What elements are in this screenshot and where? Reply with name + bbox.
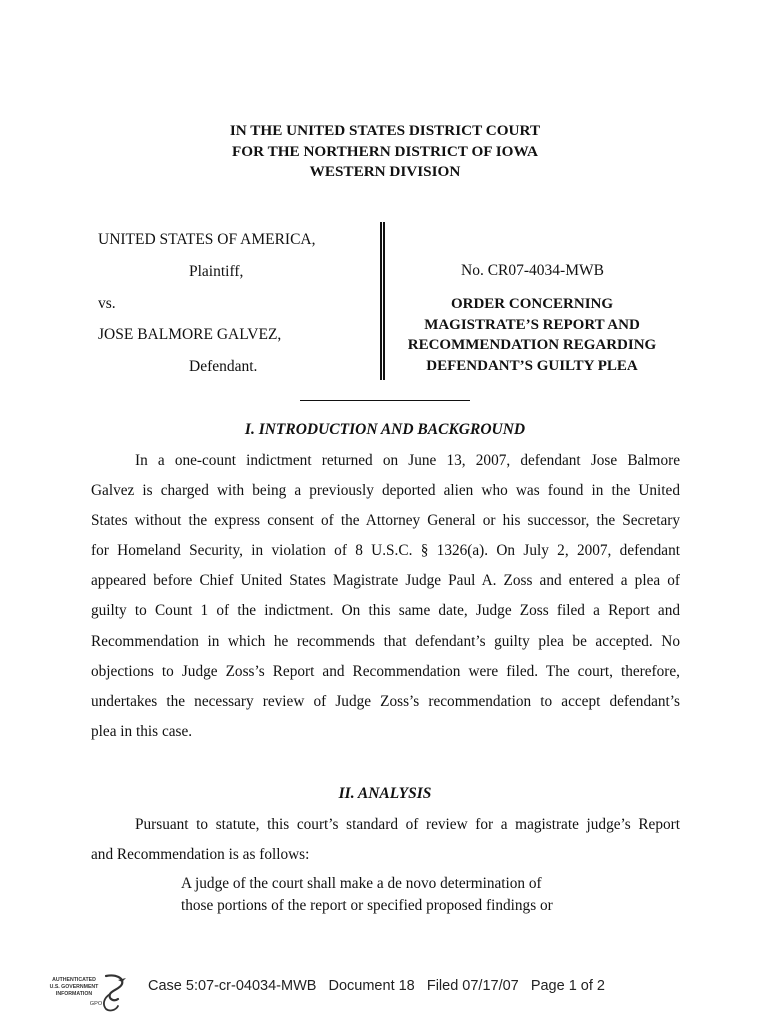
body-line: In a one-count indictment returned on June 13, 2007, defendant Jose Balmore [135,452,680,469]
body-line: objections to Judge Zoss’s Report and Recommendation were filed. The court, therefore, [91,663,680,680]
order-title-line-3: RECOMMENDATION REGARDING [407,337,657,353]
order-title [392,294,672,376]
body-line: guilty to Count 1 of the indictment. On this same date, Judge Zoss filed a Report and [91,602,680,619]
body-line: plea in this case. [91,723,193,740]
body-line: Recommendation in which he recommends that defendant’s guilty plea be accepted. No [91,633,680,650]
body-line: States without the express consent of the Attorney General or his successor, the Secretary [91,512,680,529]
body-line: appeared before Chief United States Magistrate Judge Paul A. Zoss and entered a plea of [91,572,680,589]
caption-underline [300,400,470,401]
caption-divider [380,222,385,380]
defendant-name: JOSE BALMORE GALVEZ, [98,326,282,343]
section-heading-analysis: II. ANALYSIS [338,785,432,802]
case-number: No. CR07-4034-MWB [461,262,604,279]
plaintiff-role: Plaintiff, [189,263,244,280]
seal-text-line: U.S. GOVERNMENT [49,984,99,990]
body-line: undertakes the necessary review of Judge Zoss’s recommendation to accept defendant’s [91,693,680,710]
gpo-eagle-seal-icon [44,972,132,1012]
court-heading-line-1: IN THE UNITED STATES DISTRICT COURT [229,122,541,139]
order-title-line-4: DEFENDANT’S GUILTY PLEA [426,357,638,374]
body-line: for Homeland Security, in violation of 8 U.S.C. § 1326(a). On July 2, 2007, defendant [91,542,680,559]
court-heading-line-3: WESTERN DIVISION [309,163,461,180]
seal-text-line: INFORMATION [55,991,93,997]
plaintiff-name: UNITED STATES OF AMERICA, [98,231,316,248]
block-quote-line: A judge of the court shall make a de novo determination of [181,875,542,892]
seal-text-line: AUTHENTICATED [52,977,96,983]
body-line: and Recommendation is as follows: [91,846,310,863]
order-title-line-2: MAGISTRATE’S REPORT AND [424,316,640,333]
court-heading-line-2: FOR THE NORTHERN DISTRICT OF IOWA [232,142,538,160]
court-heading [0,121,770,183]
body-line: Pursuant to statute, this court’s standard of review for a magistrate judge’s Report [135,816,680,833]
section-heading-introduction: I. INTRODUCTION AND BACKGROUND [244,421,526,438]
footer-case-line: Case 5:07-cr-04034-MWB Document 18 Filed 07/17/07 Page 1 of 2 [148,978,605,994]
versus-label: vs. [98,295,116,312]
seal-text-line: GPO [89,1001,103,1007]
block-quote-line: those portions of the report or specified proposed findings or [181,897,553,914]
defendant-role: Defendant. [189,358,258,375]
body-line: Galvez is charged with being a previously deported alien who was found in the United [91,482,680,499]
order-title-line-1: ORDER CONCERNING [450,296,614,312]
